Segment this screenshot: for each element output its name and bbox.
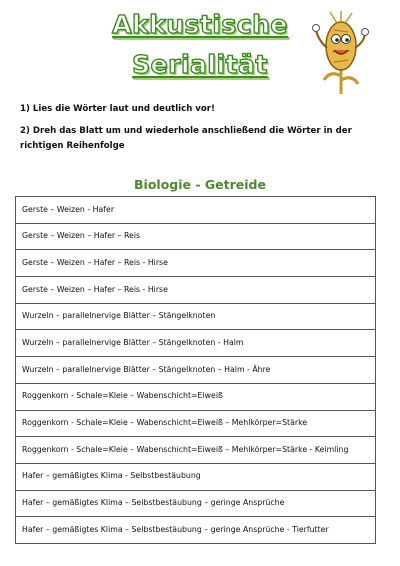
word-sequence-cell: Wurzeln – parallelnervige Blätter – Stängelknoten <box>16 303 376 330</box>
table-row <box>16 303 376 330</box>
table-row <box>16 517 376 544</box>
table-row <box>16 410 376 437</box>
word-sequence-cell: Hafer – gemäßigtes Klima – Selbstbestäubung – geringe Ansprüche - Tierfutter <box>16 517 376 544</box>
table-row <box>16 357 376 384</box>
table-row <box>16 490 376 517</box>
table-row <box>16 197 376 224</box>
word-sequence-cell: Gerste – Weizen - Hafer <box>16 197 376 224</box>
word-sequence-cell: Hafer – gemäßigtes Klima - Selbstbestäubung <box>16 463 376 490</box>
title-line-1: Akkustische <box>112 10 288 39</box>
word-sequence-cell: Gerste – Weizen – Hafer – Reis - Hirse <box>16 277 376 304</box>
table-row <box>16 277 376 304</box>
word-sequence-cell: Hafer – gemäßigtes Klima – Selbstbestäubung – geringe Ansprüche <box>16 490 376 517</box>
section-title: Biologie - Getreide <box>134 177 266 192</box>
instruction-2: 2) Dreh das Blatt um und wiederhole anschließend die Wörter in der richtigen Reihenfolge <box>20 126 352 151</box>
word-list-table <box>15 196 376 544</box>
word-sequence-cell: Wurzeln – parallelnervige Blätter – Stängelknoten – Halm - Ähre <box>16 357 376 384</box>
table-row <box>16 463 376 490</box>
word-sequence-cell: Gerste – Weizen – Hafer – Reis - Hirse <box>16 250 376 277</box>
word-sequence-cell: Gerste – Weizen – Hafer – Reis <box>16 223 376 250</box>
word-sequence-cell: Roggenkorn - Schale=Kleie – Wabenschicht=Eiweiß – Mehlkörper=Stärke <box>16 410 376 437</box>
table-row <box>16 383 376 410</box>
table-row <box>16 223 376 250</box>
word-sequence-cell: Roggenkorn - Schale=Kleie – Wabenschicht=Eiweiß <box>16 383 376 410</box>
title-line-2: Serialität <box>132 50 268 79</box>
word-sequence-cell: Wurzeln – parallelnervige Blätter – Stängelknoten - Halm <box>16 330 376 357</box>
table-row <box>16 437 376 464</box>
wheat-grain-mascot-icon <box>310 10 372 96</box>
table-row <box>16 250 376 277</box>
word-sequence-cell: Roggenkorn - Schale=Kleie – Wabenschicht=Eiweiß – Mehlkörper=Stärke - Keimling <box>16 437 376 464</box>
instruction-1: 1) Lies die Wörter laut und deutlich vor! <box>20 104 215 114</box>
table-row <box>16 330 376 357</box>
